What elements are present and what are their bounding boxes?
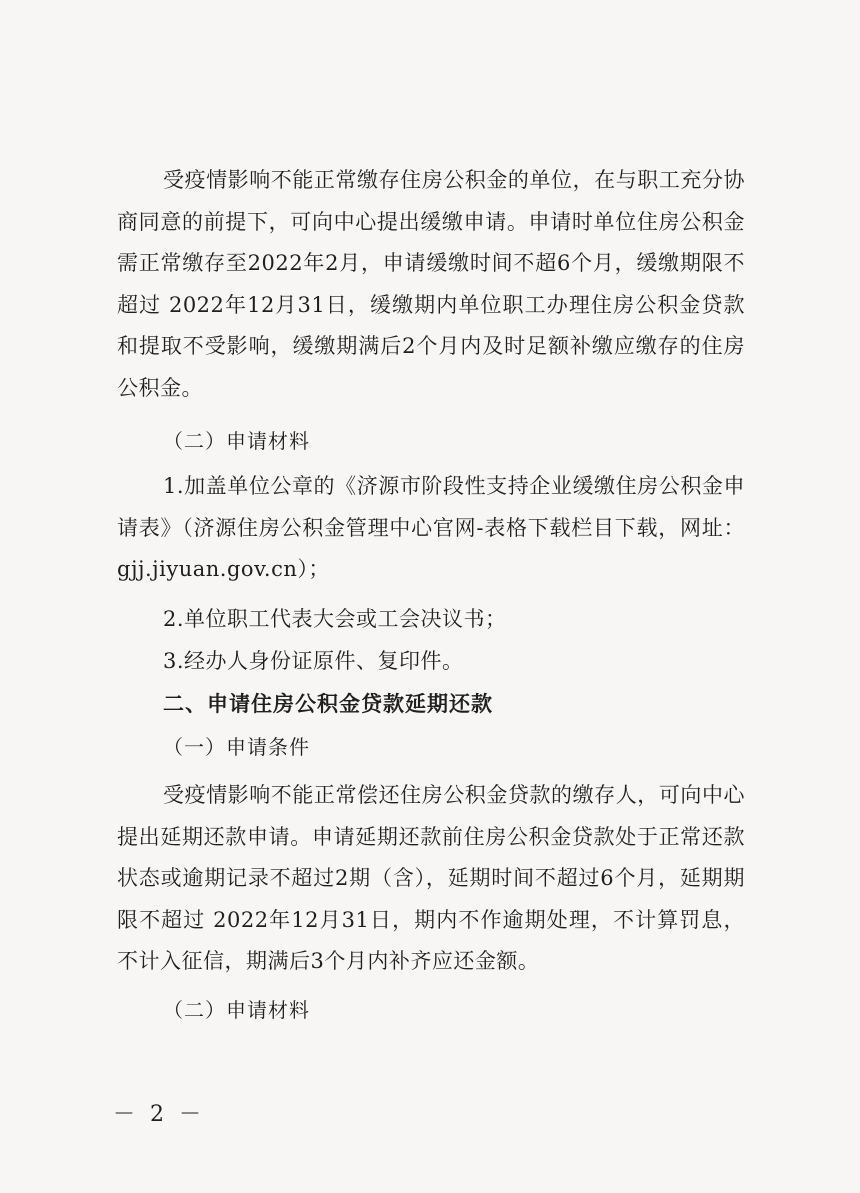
materials-heading: （二）申请材料 xyxy=(163,429,310,453)
material-item-1: 1.加盖单位公章的《济源市阶段性支持企业缓缴住房公积金申请表》（济源住房公积金管理中心官网-表格下载栏目下载，网址：gjj.jiyuan.gov.cn）； xyxy=(117,474,745,581)
material-item-2: 2.单位职工代表大会或工会决议书； xyxy=(163,607,507,631)
section-title-loan-deferral: 二、申请住房公积金贷款延期还款 xyxy=(163,692,493,716)
loan-deferral-paragraph: 受疫情影响不能正常偿还住房公积金贷款的缴存人，可向中心提出延期还款申请。申请延期还款前住房公积金贷款处于正常还款状态或逾期记录不超过2期（含），延期时间不超过6个月，延期期限不超过 2022年12月31日，期内不作逾期处理，不计算罚息，不计入征信，期满后3个月内补齐应还金额。 xyxy=(117,783,745,973)
deferral-conditions-paragraph: 受疫情影响不能正常缴存住房公积金的单位，在与职工充分协商同意的前提下，可向中心提出缓缴申请。申请时单位住房公积金需正常缴存至2022年2月，申请缓缴时间不超6个月，缓缴期限不超过 2022年12月31日，缓缴期内单位职工办理住房公积金贷款和提取不受影响，缓缴期满后2个月内及时足额补缴应缴存的住房公积金。 xyxy=(117,168,745,400)
material-item-3: 3.经办人身份证原件、复印件。 xyxy=(163,649,464,673)
loan-materials-heading: （二）申请材料 xyxy=(163,998,310,1022)
page-number: － 2 － xyxy=(113,1102,205,1127)
conditions-heading: （一）申请条件 xyxy=(163,735,310,759)
